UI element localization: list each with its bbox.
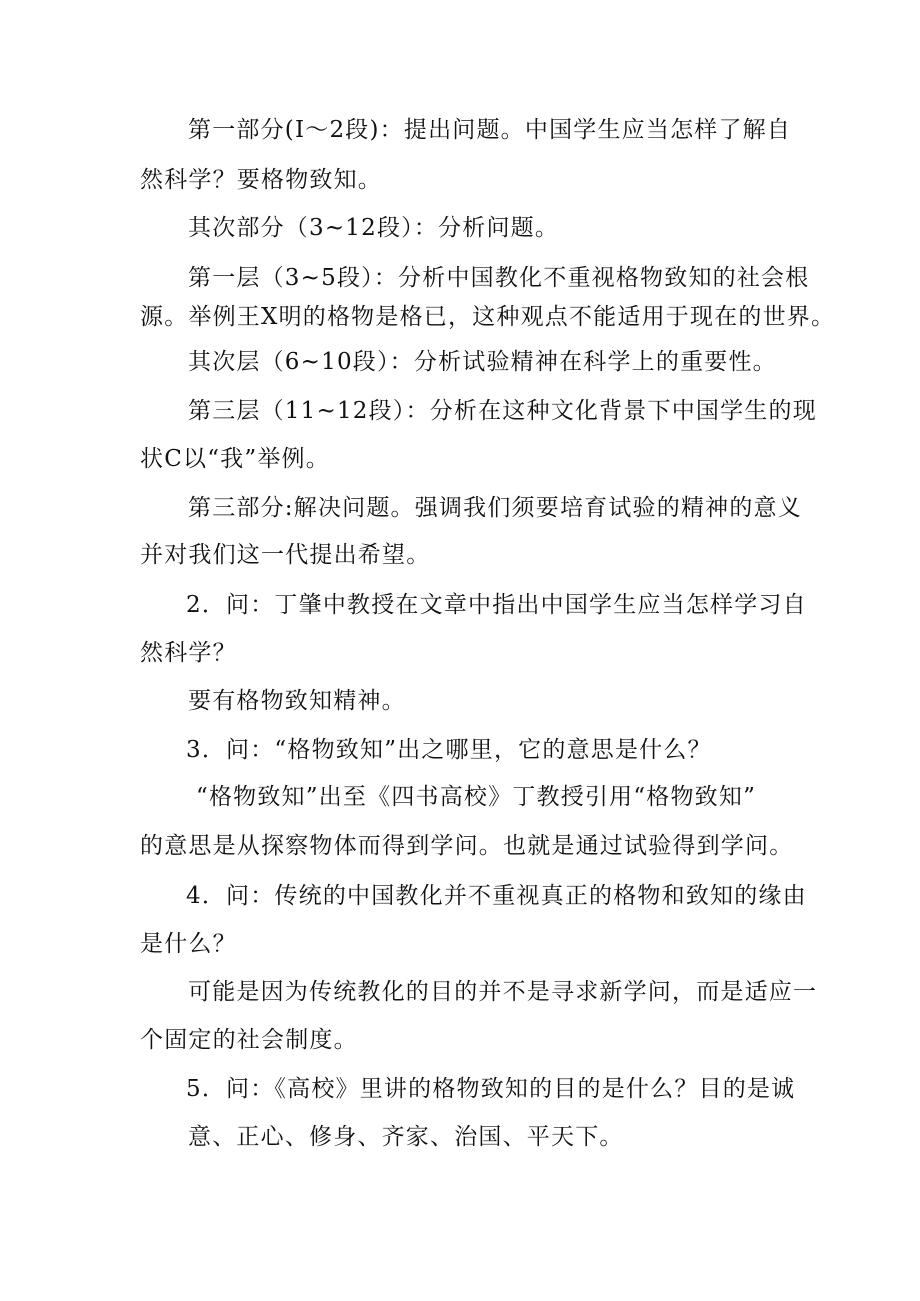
text-line: “格物致知”出至《四书高校》丁教授引用“格物致知” [196,784,757,810]
text-line: 源。举例王X明的格物是格已，这种观点不能适用于现在的世界。 [140,304,836,330]
text-line: 意、正心、修身、齐家、治国、平天下。 [188,1124,624,1150]
text-line: 要有格物致知精神。 [188,688,406,714]
text-line: 其次层（6~10段）：分析试验精神在科学上的重要性。 [188,349,777,375]
text-line: 可能是因为传统教化的目的并不是寻求新学问，而是适应一 [188,979,818,1005]
text-line: 3．问：“格物致知”出之哪里，它的意思是什么？ [186,737,712,763]
text-line: 5．问：《高校》里讲的格物致知的目的是什么？目的是诚 [186,1076,796,1102]
text-line: 2．问：丁肇中教授在文章中指出中国学生应当怎样学习自 [186,592,807,618]
text-line: 第一层（3~5段）：分析中国教化不重视格物致知的社会根 [188,265,810,291]
text-line: 其次部分（3~12段）：分析问题。 [188,215,560,241]
text-line: 是什么？ [140,931,237,957]
text-line: 状C以“我”举例。 [140,446,330,472]
text-line: 然科学？ [140,640,237,666]
text-line: 第三层（11~12段）：分析在这种文化背景下中国学生的现 [188,398,817,424]
text-line: 然科学？要格物致知。 [140,167,382,193]
text-line: 并对我们这一代提出希望。 [140,542,431,568]
text-line: 的意思是从探察物体而得到学问。也就是通过试验得到学问。 [140,833,794,859]
text-line: 第一部分(I～2段)：提出问题。中国学生应当怎样了解自 [188,117,792,143]
text-line: 第三部分:解决问题。强调我们须要培育试验的精神的意义 [188,495,802,521]
text-line: 4．问：传统的中国教化并不重视真正的格物和致知的缘由 [186,883,807,909]
text-line: 个固定的社会制度。 [140,1027,358,1053]
